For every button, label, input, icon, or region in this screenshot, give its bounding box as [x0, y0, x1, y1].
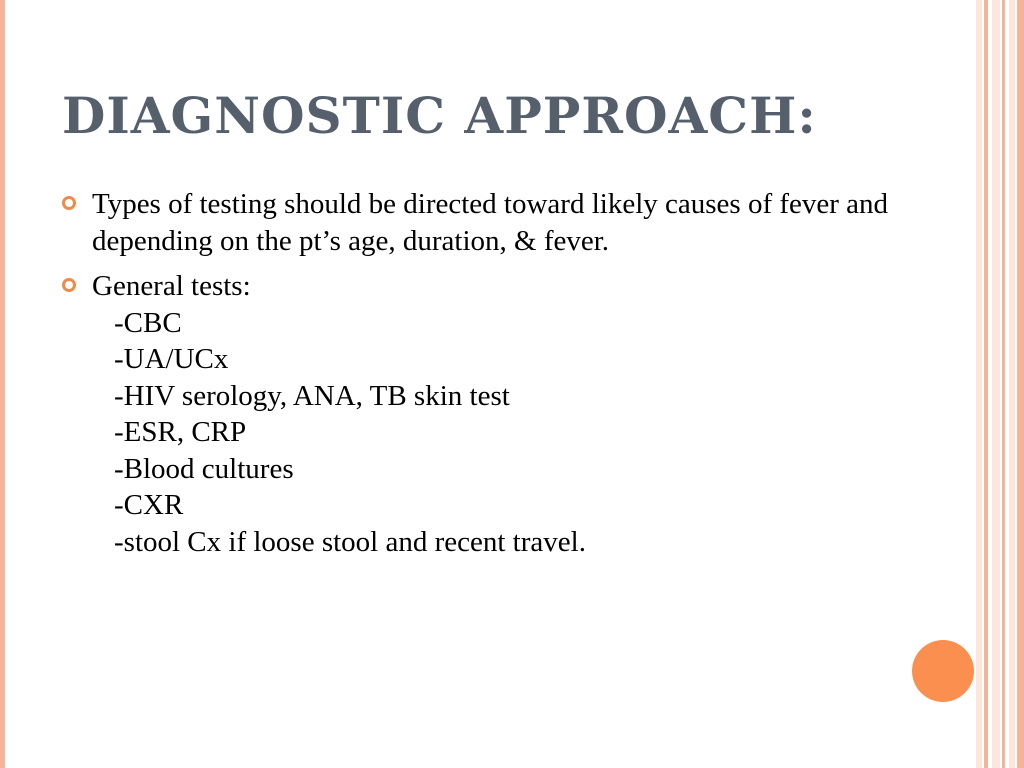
- hollow-circle-bullet-icon: [62, 196, 76, 210]
- slide-title: DIAGNOSTIC APPROACH:: [62, 86, 817, 145]
- bullet-text: General tests:: [92, 270, 251, 302]
- bullet-list: [62, 186, 942, 560]
- hollow-circle-bullet-icon: [62, 278, 76, 292]
- bullet-item: [62, 186, 942, 259]
- bullet-text: Types of testing should be directed toward likely causes of fever and depending on the pt’s age, duration, & fever.: [92, 188, 889, 257]
- decorative-orange-circle: [912, 640, 974, 702]
- bullet-item: [62, 268, 942, 560]
- test-item: -CBC: [114, 306, 182, 339]
- right-border-stripes: [976, 0, 1024, 768]
- border-stripe: [1017, 0, 1024, 768]
- border-stripe: [1002, 0, 1005, 768]
- test-item: -UA/UCx: [114, 343, 229, 375]
- border-stripe: [976, 0, 982, 768]
- test-item: -stool Cx if loose stool and recent travel.: [114, 525, 586, 558]
- left-border-stripe: [0, 0, 5, 768]
- border-stripe: [984, 0, 988, 768]
- test-item: -CXR: [114, 489, 184, 521]
- border-stripe: [992, 0, 1000, 768]
- test-item: -Blood cultures: [114, 452, 294, 485]
- border-stripe: [1009, 0, 1015, 768]
- test-item: -HIV serology, ANA, TB skin test: [114, 379, 510, 412]
- test-item: -ESR, CRP: [114, 416, 247, 448]
